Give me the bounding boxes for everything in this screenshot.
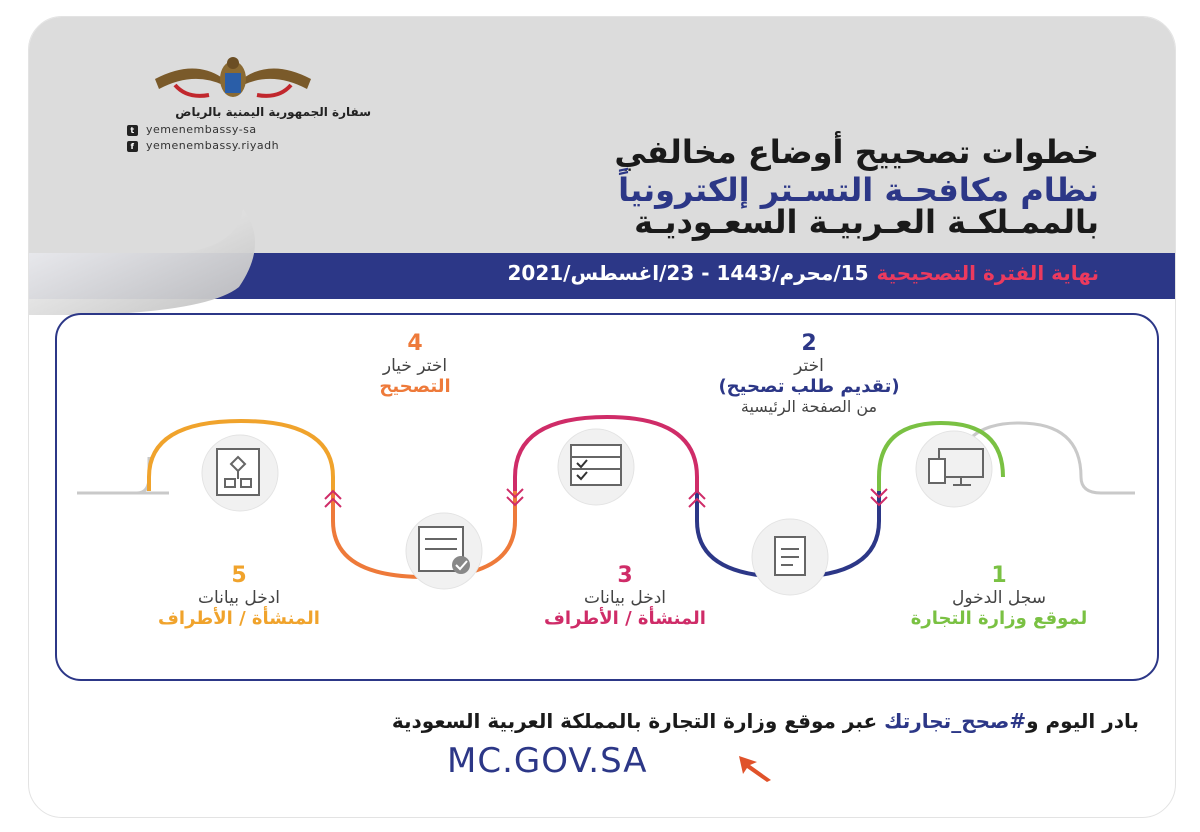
step-2 <box>639 331 979 416</box>
step-4-line-2: التصحيح <box>379 376 451 397</box>
step-2-line-3: من الصفحة الرئيسية <box>740 397 878 416</box>
step-5-number: 5 <box>231 563 247 588</box>
twitter-icon: t <box>127 125 138 136</box>
website-link[interactable]: MC.GOV.SA <box>447 741 648 781</box>
step-2-line-2: (تقديم طلب تصحيح) <box>718 376 900 397</box>
step-5-line-2: المنشأة / الأطراف <box>158 608 320 629</box>
headline-line-3: بالممـلكـة العـربيـة السعـوديـة <box>634 203 1099 241</box>
step-3-line-1: ادخل بيانات <box>583 588 667 608</box>
cta-hashtag: #صحح_تجارتك <box>884 709 1027 733</box>
flowchart-icon <box>185 433 295 513</box>
step-3-number: 3 <box>617 563 633 588</box>
cursor-arrow-icon <box>737 752 777 782</box>
step-1-line-2: لموقع وزارة التجارة <box>910 608 1088 629</box>
step-3-line-2: المنشأة / الأطراف <box>544 608 706 629</box>
call-to-action <box>392 709 1139 733</box>
steps-path <box>29 17 1175 817</box>
poster-card <box>28 16 1176 818</box>
step-2-number: 2 <box>801 331 817 356</box>
period-dates: 15/محرم/1443 - 23/اغسطس/2021 <box>507 261 869 285</box>
step-3 <box>455 563 795 629</box>
step-4-line-1: اختر خيار <box>382 356 448 376</box>
step-4 <box>245 331 585 397</box>
step-1-number: 1 <box>991 563 1007 588</box>
computer-icon <box>899 429 1009 509</box>
embassy-name: سفارة الجمهورية اليمنية بالرياض <box>175 105 371 119</box>
step-1-line-1: سجل الدخول <box>952 588 1046 608</box>
facebook-handle: f yemenembassy.riyadh <box>127 139 279 152</box>
cta-before: بادر اليوم و <box>1026 709 1139 733</box>
step-5-line-1: ادخل بيانات <box>197 588 281 608</box>
headline-line-2: نظام مكافحـة التسـتر إلكترونياً <box>618 171 1099 209</box>
step-5 <box>69 563 409 629</box>
step-4-number: 4 <box>407 331 423 356</box>
step-1 <box>829 563 1169 629</box>
facebook-icon: f <box>127 141 138 152</box>
step-2-line-1: اختر <box>794 356 824 376</box>
cta-after: عبر موقع وزارة التجارة بالمملكة العربية السعودية <box>391 709 878 733</box>
twitter-handle: t yemenembassy-sa <box>127 123 257 136</box>
headline-line-1: خطوات تصحييح أوضاع مخالفي <box>614 133 1099 171</box>
period-label: نهاية الفترة التصحيحية <box>876 261 1099 285</box>
form-list-icon <box>541 427 651 507</box>
